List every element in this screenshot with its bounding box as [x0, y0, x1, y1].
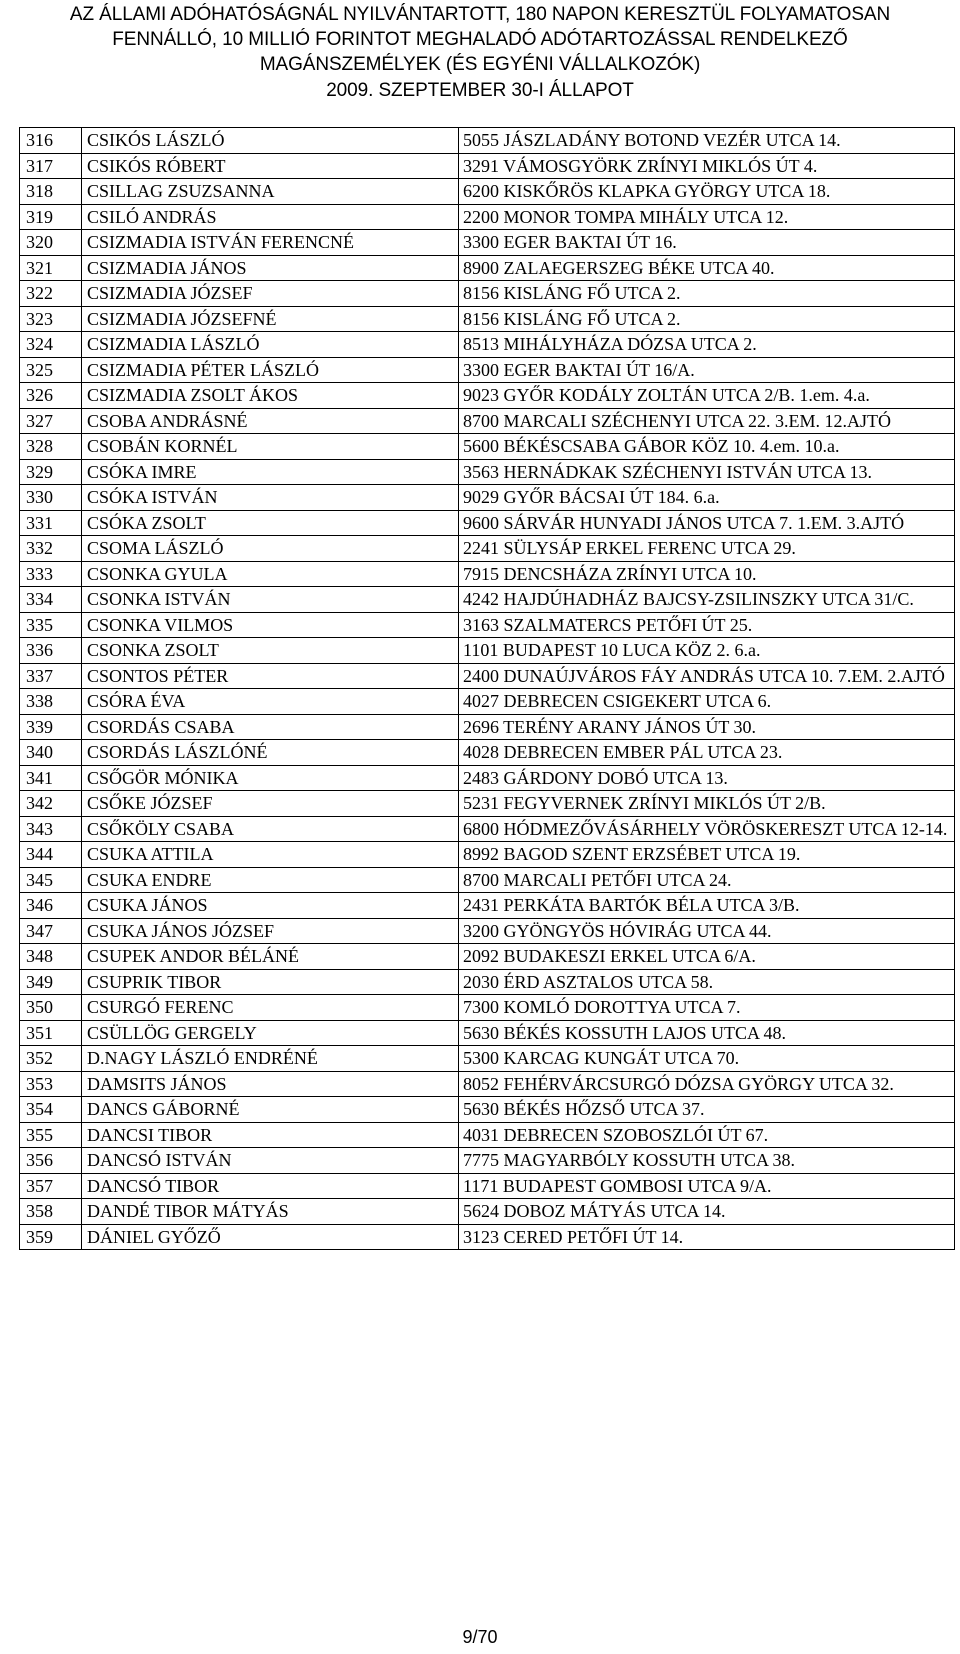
row-number: 328 [20, 434, 82, 460]
person-name: CSILLAG ZSUZSANNA [82, 179, 459, 205]
table-row [20, 740, 955, 766]
row-number: 358 [20, 1199, 82, 1225]
row-number: 333 [20, 561, 82, 587]
person-name: CSONKA VILMOS [82, 612, 459, 638]
table-row [20, 689, 955, 715]
table-row [20, 383, 955, 409]
person-name: CSONTOS PÉTER [82, 663, 459, 689]
table-row [20, 485, 955, 511]
row-number: 346 [20, 893, 82, 919]
person-name: CSUKA ATTILA [82, 842, 459, 868]
table-row [20, 1224, 955, 1250]
header-line-1: AZ ÁLLAMI ADÓHATÓSÁGNÁL NYILVÁNTARTOTT, 180 NAPON KERESZTÜL FOLYAMATOSAN [69, 4, 891, 25]
person-name: CSONKA ZSOLT [82, 638, 459, 664]
person-address: 3123 CERED PETŐFI ÚT 14. [459, 1224, 955, 1250]
person-address: 2241 SÜLYSÁP ERKEL FERENC UTCA 29. [459, 536, 955, 562]
person-address: 8992 BAGOD SZENT ERZSÉBET UTCA 19. [459, 842, 955, 868]
person-address: 8700 MARCALI PETŐFI UTCA 24. [459, 867, 955, 893]
row-number: 338 [20, 689, 82, 715]
person-address: 3300 EGER BAKTAI ÚT 16/A. [459, 357, 955, 383]
row-number: 354 [20, 1097, 82, 1123]
table-row [20, 944, 955, 970]
person-name: CSONKA GYULA [82, 561, 459, 587]
person-name: CSIZMADIA JÓZSEFNÉ [82, 306, 459, 332]
person-name: DANCSI TIBOR [82, 1122, 459, 1148]
table-row [20, 1071, 955, 1097]
table-row [20, 128, 955, 154]
row-number: 357 [20, 1173, 82, 1199]
table-row [20, 536, 955, 562]
person-address: 8156 KISLÁNG FŐ UTCA 2. [459, 281, 955, 307]
person-address: 9600 SÁRVÁR HUNYADI JÁNOS UTCA 7. 1.EM. 3.AJTÓ [459, 510, 955, 536]
person-name: CSIZMADIA LÁSZLÓ [82, 332, 459, 358]
person-address: 7300 KOMLÓ DOROTTYA UTCA 7. [459, 995, 955, 1021]
person-name: CSÓKA ZSOLT [82, 510, 459, 536]
person-address: 3300 EGER BAKTAI ÚT 16. [459, 230, 955, 256]
row-number: 335 [20, 612, 82, 638]
row-number: 317 [20, 153, 82, 179]
person-name: DANCSÓ TIBOR [82, 1173, 459, 1199]
person-address: 6800 HÓDMEZŐVÁSÁRHELY VÖRÖSKERESZT UTCA 12-14. [459, 816, 955, 842]
person-address: 5300 KARCAG KUNGÁT UTCA 70. [459, 1046, 955, 1072]
row-number: 347 [20, 918, 82, 944]
person-name: CSURGÓ FERENC [82, 995, 459, 1021]
person-address: 3163 SZALMATERCS PETŐFI ÚT 25. [459, 612, 955, 638]
person-address: 5231 FEGYVERNEK ZRÍNYI MIKLÓS ÚT 2/B. [459, 791, 955, 817]
table-row [20, 561, 955, 587]
table-row [20, 1199, 955, 1225]
person-address: 2200 MONOR TOMPA MIHÁLY UTCA 12. [459, 204, 955, 230]
row-number: 321 [20, 255, 82, 281]
table-row [20, 587, 955, 613]
person-address: 8156 KISLÁNG FŐ UTCA 2. [459, 306, 955, 332]
row-number: 343 [20, 816, 82, 842]
person-address: 8052 FEHÉRVÁRCSURGÓ DÓZSA GYÖRGY UTCA 32. [459, 1071, 955, 1097]
person-name: CSUKA JÁNOS [82, 893, 459, 919]
row-number: 327 [20, 408, 82, 434]
table-row [20, 1173, 955, 1199]
person-address: 1101 BUDAPEST 10 LUCA KÖZ 2. 6.a. [459, 638, 955, 664]
row-number: 349 [20, 969, 82, 995]
person-name: DÁNIEL GYŐZŐ [82, 1224, 459, 1250]
table-row [20, 867, 955, 893]
person-name: CSŐGÖR MÓNIKA [82, 765, 459, 791]
person-address: 7775 MAGYARBÓLY KOSSUTH UTCA 38. [459, 1148, 955, 1174]
person-address: 2030 ÉRD ASZTALOS UTCA 58. [459, 969, 955, 995]
table-row [20, 765, 955, 791]
row-number: 332 [20, 536, 82, 562]
person-address: 4027 DEBRECEN CSIGEKERT UTCA 6. [459, 689, 955, 715]
table-row [20, 434, 955, 460]
person-name: CSUKA JÁNOS JÓZSEF [82, 918, 459, 944]
table-row [20, 230, 955, 256]
table-row [20, 612, 955, 638]
person-name: CSIKÓS RÓBERT [82, 153, 459, 179]
person-address: 6200 KISKŐRÖS KLAPKA GYÖRGY UTCA 18. [459, 179, 955, 205]
person-address: 2092 BUDAKESZI ERKEL UTCA 6/A. [459, 944, 955, 970]
person-name: CSÜLLÖG GERGELY [82, 1020, 459, 1046]
table-row [20, 153, 955, 179]
person-name: CSIZMADIA JÁNOS [82, 255, 459, 281]
page-header [0, 2, 960, 103]
table-row [20, 714, 955, 740]
header-line-2: FENNÁLLÓ, 10 MILLIÓ FORINTOT MEGHALADÓ ADÓTARTOZÁSSAL RENDELKEZŐ [112, 29, 848, 51]
person-address: 5630 BÉKÉS KOSSUTH LAJOS UTCA 48. [459, 1020, 955, 1046]
person-address: 9023 GYŐR KODÁLY ZOLTÁN UTCA 2/B. 1.em. 4.a. [459, 383, 955, 409]
person-address: 4028 DEBRECEN EMBER PÁL UTCA 23. [459, 740, 955, 766]
row-number: 342 [20, 791, 82, 817]
person-address: 9029 GYŐR BÁCSAI ÚT 184. 6.a. [459, 485, 955, 511]
row-number: 339 [20, 714, 82, 740]
table-row [20, 791, 955, 817]
row-number: 359 [20, 1224, 82, 1250]
person-address: 2400 DUNAÚJVÁROS FÁY ANDRÁS UTCA 10. 7.EM. 2.AJTÓ [459, 663, 955, 689]
table-row [20, 281, 955, 307]
person-name: CSÓKA IMRE [82, 459, 459, 485]
table-row [20, 459, 955, 485]
person-address: 5600 BÉKÉSCSABA GÁBOR KÖZ 10. 4.em. 10.a. [459, 434, 955, 460]
table-row [20, 1020, 955, 1046]
person-name: DAMSITS JÁNOS [82, 1071, 459, 1097]
person-name: CSÓRA ÉVA [82, 689, 459, 715]
person-name: DANDÉ TIBOR MÁTYÁS [82, 1199, 459, 1225]
row-number: 353 [20, 1071, 82, 1097]
row-number: 334 [20, 587, 82, 613]
person-name: CSUPRIK TIBOR [82, 969, 459, 995]
row-number: 336 [20, 638, 82, 664]
row-number: 340 [20, 740, 82, 766]
person-name: CSIZMADIA ISTVÁN FERENCNÉ [82, 230, 459, 256]
person-name: CSORDÁS LÁSZLÓNÉ [82, 740, 459, 766]
person-address: 7915 DENCSHÁZA ZRÍNYI UTCA 10. [459, 561, 955, 587]
person-address: 5624 DOBOZ MÁTYÁS UTCA 14. [459, 1199, 955, 1225]
person-name: CSŐKÖLY CSABA [82, 816, 459, 842]
row-number: 352 [20, 1046, 82, 1072]
person-name: CSÓKA ISTVÁN [82, 485, 459, 511]
person-name: CSIKÓS LÁSZLÓ [82, 128, 459, 154]
person-name: CSIZMADIA PÉTER LÁSZLÓ [82, 357, 459, 383]
person-name: CSILÓ ANDRÁS [82, 204, 459, 230]
person-address: 4242 HAJDÚHADHÁZ BAJCSY-ZSILINSZKY UTCA 31/C. [459, 587, 955, 613]
row-number: 341 [20, 765, 82, 791]
table-row [20, 1122, 955, 1148]
debtor-table-body [20, 128, 955, 1250]
table-row [20, 893, 955, 919]
row-number: 345 [20, 867, 82, 893]
row-number: 344 [20, 842, 82, 868]
debtor-table [19, 127, 955, 1250]
person-address: 3563 HERNÁDKAK SZÉCHENYI ISTVÁN UTCA 13. [459, 459, 955, 485]
row-number: 326 [20, 383, 82, 409]
row-number: 355 [20, 1122, 82, 1148]
page-number: 9/70 [462, 1627, 498, 1647]
table-row [20, 255, 955, 281]
person-address: 2431 PERKÁTA BARTÓK BÉLA UTCA 3/B. [459, 893, 955, 919]
row-number: 331 [20, 510, 82, 536]
person-address: 8513 MIHÁLYHÁZA DÓZSA UTCA 2. [459, 332, 955, 358]
table-row [20, 663, 955, 689]
person-address: 3200 GYÖNGYÖS HÓVIRÁG UTCA 44. [459, 918, 955, 944]
row-number: 318 [20, 179, 82, 205]
table-row [20, 842, 955, 868]
person-name: CSIZMADIA JÓZSEF [82, 281, 459, 307]
person-address: 5630 BÉKÉS HŐZSŐ UTCA 37. [459, 1097, 955, 1123]
person-name: DANCS GÁBORNÉ [82, 1097, 459, 1123]
person-address: 5055 JÁSZLADÁNY BOTOND VEZÉR UTCA 14. [459, 128, 955, 154]
row-number: 322 [20, 281, 82, 307]
table-row [20, 1097, 955, 1123]
row-number: 350 [20, 995, 82, 1021]
row-number: 320 [20, 230, 82, 256]
person-name: D.NAGY LÁSZLÓ ENDRÉNÉ [82, 1046, 459, 1072]
person-address: 1171 BUDAPEST GOMBOSI UTCA 9/A. [459, 1173, 955, 1199]
person-name: DANCSÓ ISTVÁN [82, 1148, 459, 1174]
person-name: CSIZMADIA ZSOLT ÁKOS [82, 383, 459, 409]
person-name: CSONKA ISTVÁN [82, 587, 459, 613]
row-number: 324 [20, 332, 82, 358]
row-number: 316 [20, 128, 82, 154]
person-name: CSOBA ANDRÁSNÉ [82, 408, 459, 434]
person-address: 2696 TERÉNY ARANY JÁNOS ÚT 30. [459, 714, 955, 740]
row-number: 325 [20, 357, 82, 383]
row-number: 351 [20, 1020, 82, 1046]
row-number: 348 [20, 944, 82, 970]
table-row [20, 179, 955, 205]
table-row [20, 1046, 955, 1072]
table-row [20, 306, 955, 332]
person-address: 8700 MARCALI SZÉCHENYI UTCA 22. 3.EM. 12.AJTÓ [459, 408, 955, 434]
table-row [20, 357, 955, 383]
table-row [20, 1148, 955, 1174]
row-number: 356 [20, 1148, 82, 1174]
header-line-4: 2009. SZEPTEMBER 30-I ÁLLAPOT [326, 79, 634, 101]
person-address: 2483 GÁRDONY DOBÓ UTCA 13. [459, 765, 955, 791]
row-number: 330 [20, 485, 82, 511]
person-name: CSUKA ENDRE [82, 867, 459, 893]
table-row [20, 510, 955, 536]
row-number: 323 [20, 306, 82, 332]
person-name: CSOBÁN KORNÉL [82, 434, 459, 460]
person-name: CSOMA LÁSZLÓ [82, 536, 459, 562]
table-row [20, 638, 955, 664]
table-row [20, 918, 955, 944]
table-row [20, 969, 955, 995]
row-number: 319 [20, 204, 82, 230]
person-address: 4031 DEBRECEN SZOBOSZLÓI ÚT 67. [459, 1122, 955, 1148]
person-name: CSUPEK ANDOR BÉLÁNÉ [82, 944, 459, 970]
table-row [20, 408, 955, 434]
person-name: CSŐKE JÓZSEF [82, 791, 459, 817]
row-number: 329 [20, 459, 82, 485]
table-row [20, 332, 955, 358]
table-row [20, 204, 955, 230]
person-address: 3291 VÁMOSGYÖRK ZRÍNYI MIKLÓS ÚT 4. [459, 153, 955, 179]
table-row [20, 816, 955, 842]
table-row [20, 995, 955, 1021]
person-address: 8900 ZALAEGERSZEG BÉKE UTCA 40. [459, 255, 955, 281]
person-name: CSORDÁS CSABA [82, 714, 459, 740]
header-line-3: MAGÁNSZEMÉLYEK (ÉS EGYÉNI VÁLLALKOZÓK) [259, 54, 701, 76]
row-number: 337 [20, 663, 82, 689]
